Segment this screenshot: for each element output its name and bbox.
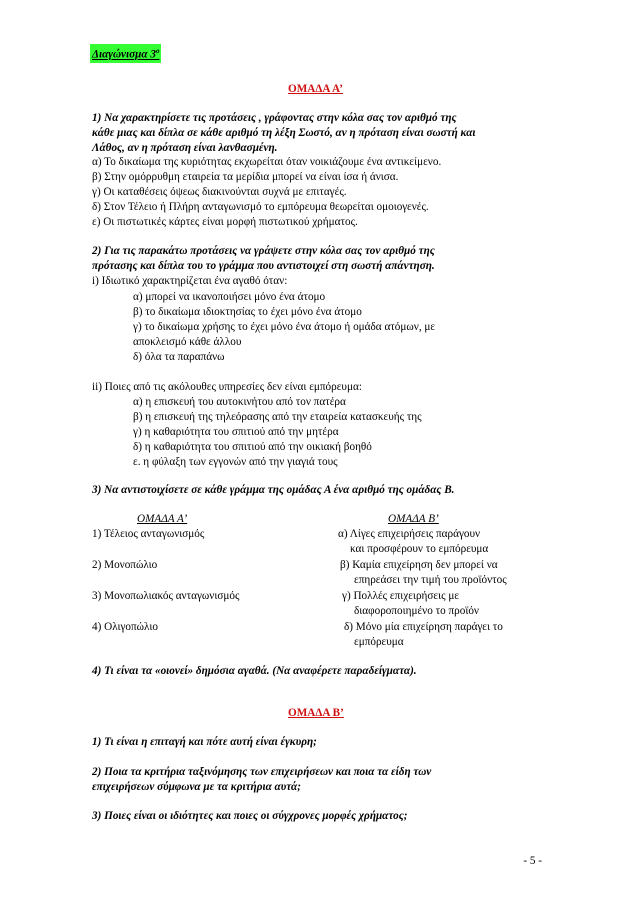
q2-ii-option: β) η επισκευή της τηλεόρασης από την εταιρεία κατασκευής της xyxy=(133,411,422,423)
q2-ii-stem: ii) Ποιες από τις ακόλουθες υπηρεσίες δεν είναι εμπόρευμα: xyxy=(92,381,362,393)
q2-i-stem: i) Ιδιωτικό χαρακτηρίζεται ένα αγαθό όταν: xyxy=(92,275,288,287)
q3-col-a-item: 4) Ολιγοπώλιο xyxy=(92,621,158,633)
q4-prompt: 4) Τι είναι τα «οιονεί» δημόσια αγαθά. (Να αναφέρετε παραδείγματα). xyxy=(92,665,417,677)
q1-item: δ) Στον Τέλειο ή Πλήρη ανταγωνισμό το εμπόρευμα θεωρείται ομοιογενές. xyxy=(92,201,429,213)
q3-col-b-item-cont: εμπόρευμα xyxy=(354,636,404,648)
group-b-q2-line: 2) Ποια τα κριτήρια ταξινόμησης των επιχειρήσεων και ποια τα είδη των xyxy=(92,766,432,778)
q1-item: γ) Οι καταθέσεις όψεως διακινούνται συχνά με επιταγές. xyxy=(92,186,347,198)
q1-prompt-line: 1) Να χαρακτηρίσετε τις προτάσεις , γράφοντας στην κόλα σας τον αριθμό της xyxy=(92,112,457,124)
q2-prompt-line: 2) Για τις παρακάτω προτάσεις να γράψετε στην κόλα σας τον αριθμό της xyxy=(92,245,435,257)
q3-col-a-item: 3) Μονοπωλιακός ανταγωνισμός xyxy=(92,590,240,602)
q3-col-b-item-cont: διαφοροποιημένο το προϊόν xyxy=(354,605,479,617)
group-b-q2-line: επιχειρήσεων σύμφωνα με τα κριτήρια αυτά; xyxy=(92,781,301,793)
q3-col-b-item: β) Καμία επιχείρηση δεν μπορεί να xyxy=(340,559,498,571)
q1-item: β) Στην ομόρρυθμη εταιρεία τα μερίδια μπορεί να είναι ίσα ή άνισα. xyxy=(92,171,399,183)
q1-item: ε) Οι πιστωτικές κάρτες είναι μορφή πιστωτικού χρήματος. xyxy=(92,216,358,228)
q2-ii-option: ε. η φύλαξη των εγγονών από την γιαγιά τους xyxy=(133,456,338,468)
q3-col-b-item-cont: και προσφέρουν το εμπόρευμα xyxy=(350,543,489,555)
q2-ii-option: δ) η καθαριότητα του σπιτιού από την οικιακή βοηθό xyxy=(133,441,372,453)
q2-i-option: δ) όλα τα παραπάνω xyxy=(133,351,225,363)
q2-i-option: β) το δικαίωμα ιδιοκτησίας το έχει μόνο ένα άτομο xyxy=(133,306,362,318)
q2-i-option: α) μπορεί να ικανοποιήσει μόνο ένα άτομο xyxy=(133,291,326,303)
q1-prompt-line: Λάθος, αν η πρόταση είναι λανθασμένη. xyxy=(92,142,278,154)
exam-title-text: Διαγώνισμα 3 xyxy=(92,48,156,61)
exam-title-sup: ο xyxy=(155,47,160,55)
q2-ii-option: α) η επισκευή του αυτοκινήτου από τον πατέρα xyxy=(133,396,346,408)
q1-item: α) Το δικαίωμα της κυριότητας εκχωρείται όταν νοικιάζουμε ένα αντικείμενο. xyxy=(92,156,442,168)
group-b-title: ΟΜΑΔΑ Β’ xyxy=(288,707,344,719)
q2-ii-option: γ) η καθαριότητα του σπιτιού από την μητέρα xyxy=(133,426,339,438)
group-b-q1: 1) Τι είναι η επιταγή και πότε αυτή είναι έγκυρη; xyxy=(92,736,317,748)
q3-col-b-header: ΟΜΑΔΑ Β’ xyxy=(388,513,439,525)
q2-i-option: αποκλεισμό κάθε άλλου xyxy=(133,336,242,348)
q3-col-b-item: δ) Μόνο μία επιχείρηση παράγει το xyxy=(344,621,503,633)
q2-i-option: γ) το δικαίωμα χρήσης το έχει μόνο ένα άτομο ή ομάδα ατόμων, με xyxy=(133,321,436,333)
q3-col-b-item: γ) Πολλές επιχειρήσεις με xyxy=(342,590,460,602)
q2-prompt-line: πρότασης και δίπλα του το γράμμα που αντιστοιχεί στη σωστή απάντηση. xyxy=(92,260,435,272)
group-b-q3: 3) Ποιες είναι οι ιδιότητες και ποιες οι σύγχρονες μορφές χρήματος; xyxy=(92,810,408,822)
group-a-title: ΟΜΑΔΑ Α’ xyxy=(288,83,343,95)
q3-col-a-item: 2) Μονοπώλιο xyxy=(92,559,158,571)
q3-col-b-item: α) Λίγες επιχειρήσεις παράγουν xyxy=(338,528,481,540)
q1-prompt-line: κάθε μιας και δίπλα σε κάθε αριθμό τη λέξη Σωστό, αν η πρόταση είναι σωστή και xyxy=(92,127,476,139)
q3-col-a-header: ΟΜΑΔΑ Α’ xyxy=(137,513,188,525)
q3-col-b-item-cont: επηρεάσει την τιμή του προϊόντος xyxy=(354,574,507,586)
exam-title-tag xyxy=(90,44,161,63)
page-number: - 5 - xyxy=(523,855,542,867)
q3-col-a-item: 1) Τέλειος ανταγωνισμός xyxy=(92,528,205,540)
q3-prompt: 3) Να αντιστοιχίσετε σε κάθε γράμμα της ομάδας Α ένα αριθμό της ομάδας Β. xyxy=(92,484,455,496)
